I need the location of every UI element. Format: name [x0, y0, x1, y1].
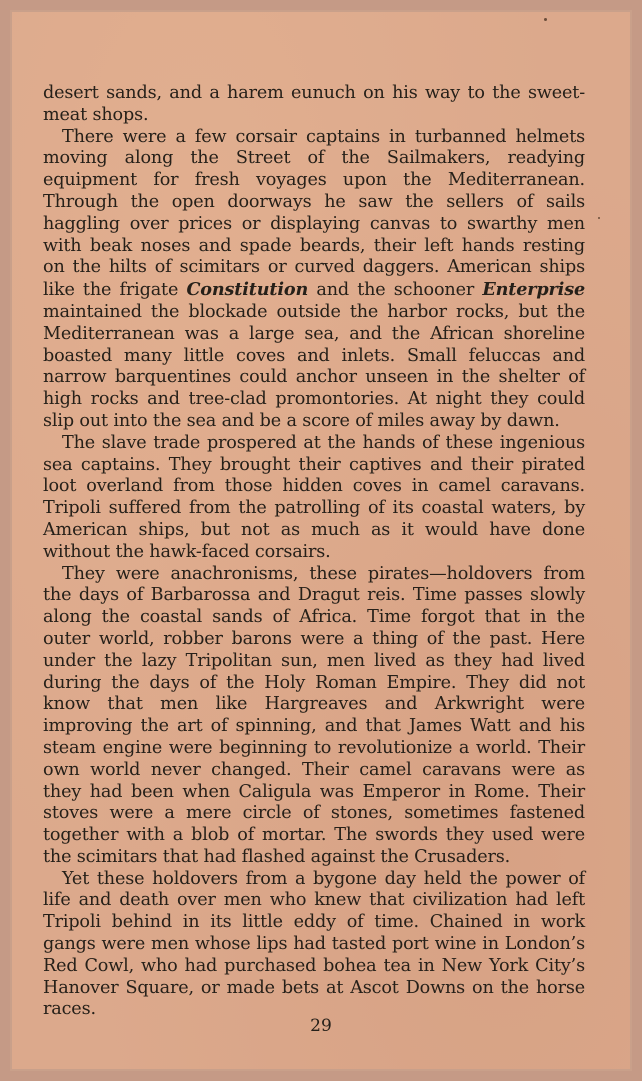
- ink-speck: [544, 18, 547, 21]
- paragraph-text: The slave trade prospered at the hands of these ingenious sea captains. They brought their captives and their pirated loot overland from those hidden coves in camel caravans. Tripoli suffered from the patrolling of its coastal waters, by American ships, but not as much as it would have done without the hawk-faced corsairs.: [43, 432, 585, 562]
- paragraph-text: maintained the blockade outside the harbor rocks, but the Mediterranean was a large sea, and the African shoreline boasted many little coves and inlets. Small feluccas and narrow barquentines could anchor unseen in the shelter of high rocks and tree-clad promontories. At night they could slip out into the sea and be a score of miles away by dawn.: [43, 301, 585, 431]
- ship-name-constitution: Constitution: [186, 279, 309, 301]
- paragraph-text: Yet these holdovers from a bygone day held the power of life and death over men who knew that civilization had left Tripoli behind in its little eddy of time. Chained in work gangs were men whose lips had tasted port wine in London’s Red Cowl, who had purchased bohea tea in New York City’s Hanover Square, or made bets at Ascot Downs on the horse races.: [43, 868, 585, 1020]
- paragraph-text: desert sands, and a harem eunuch on his way to the sweet-meat shops.: [43, 83, 585, 125]
- ink-speck: [598, 217, 600, 219]
- paragraph-5: [43, 869, 585, 1022]
- page-number: 29: [310, 1016, 332, 1036]
- paragraph-text: and the schooner: [308, 280, 483, 301]
- paragraph-1: [43, 83, 585, 127]
- paragraph-4: [43, 564, 585, 869]
- body-text: [43, 83, 585, 1021]
- ship-name-enterprise: Enterprise: [482, 279, 585, 301]
- paragraph-text: They were anachronisms, these pirates—holdovers from the days of Barbarossa and Dragut reis. Time passes slowly along the coastal sands of Africa. Time forgot that in the outer world, robber barons were a thing of the past. Here under the lazy Tripolitan sun, men lived as they had lived during the days of the Holy Roman Empire. They did not know that men like Hargreaves and Arkwright were improving the art of spinning, and that James Watt and his steam engine were beginning to revolutionize a world. Their own world never changed. Their camel caravans were as they had been when Caligula was Emperor in Rome. Their stoves were a mere circle of stones, sometimes fastened together with a blob of mortar. The swords they used were the scimitars that had flashed against the Crusaders.: [43, 563, 585, 867]
- paragraph-3: [43, 433, 585, 564]
- paragraph-text: There were a few corsair captains in turbanned helmets moving along the Street of the Sailmakers, readying equipment for fresh voyages upon the Mediterranean. Through the open doorways he saw the sellers of sails haggling over prices or displaying canvas to swarthy men with beak noses and spade beards, their left hands resting on the hilts of scimitars or curved daggers. American ships like the frigate: [43, 126, 585, 301]
- paragraph-2: [43, 127, 585, 433]
